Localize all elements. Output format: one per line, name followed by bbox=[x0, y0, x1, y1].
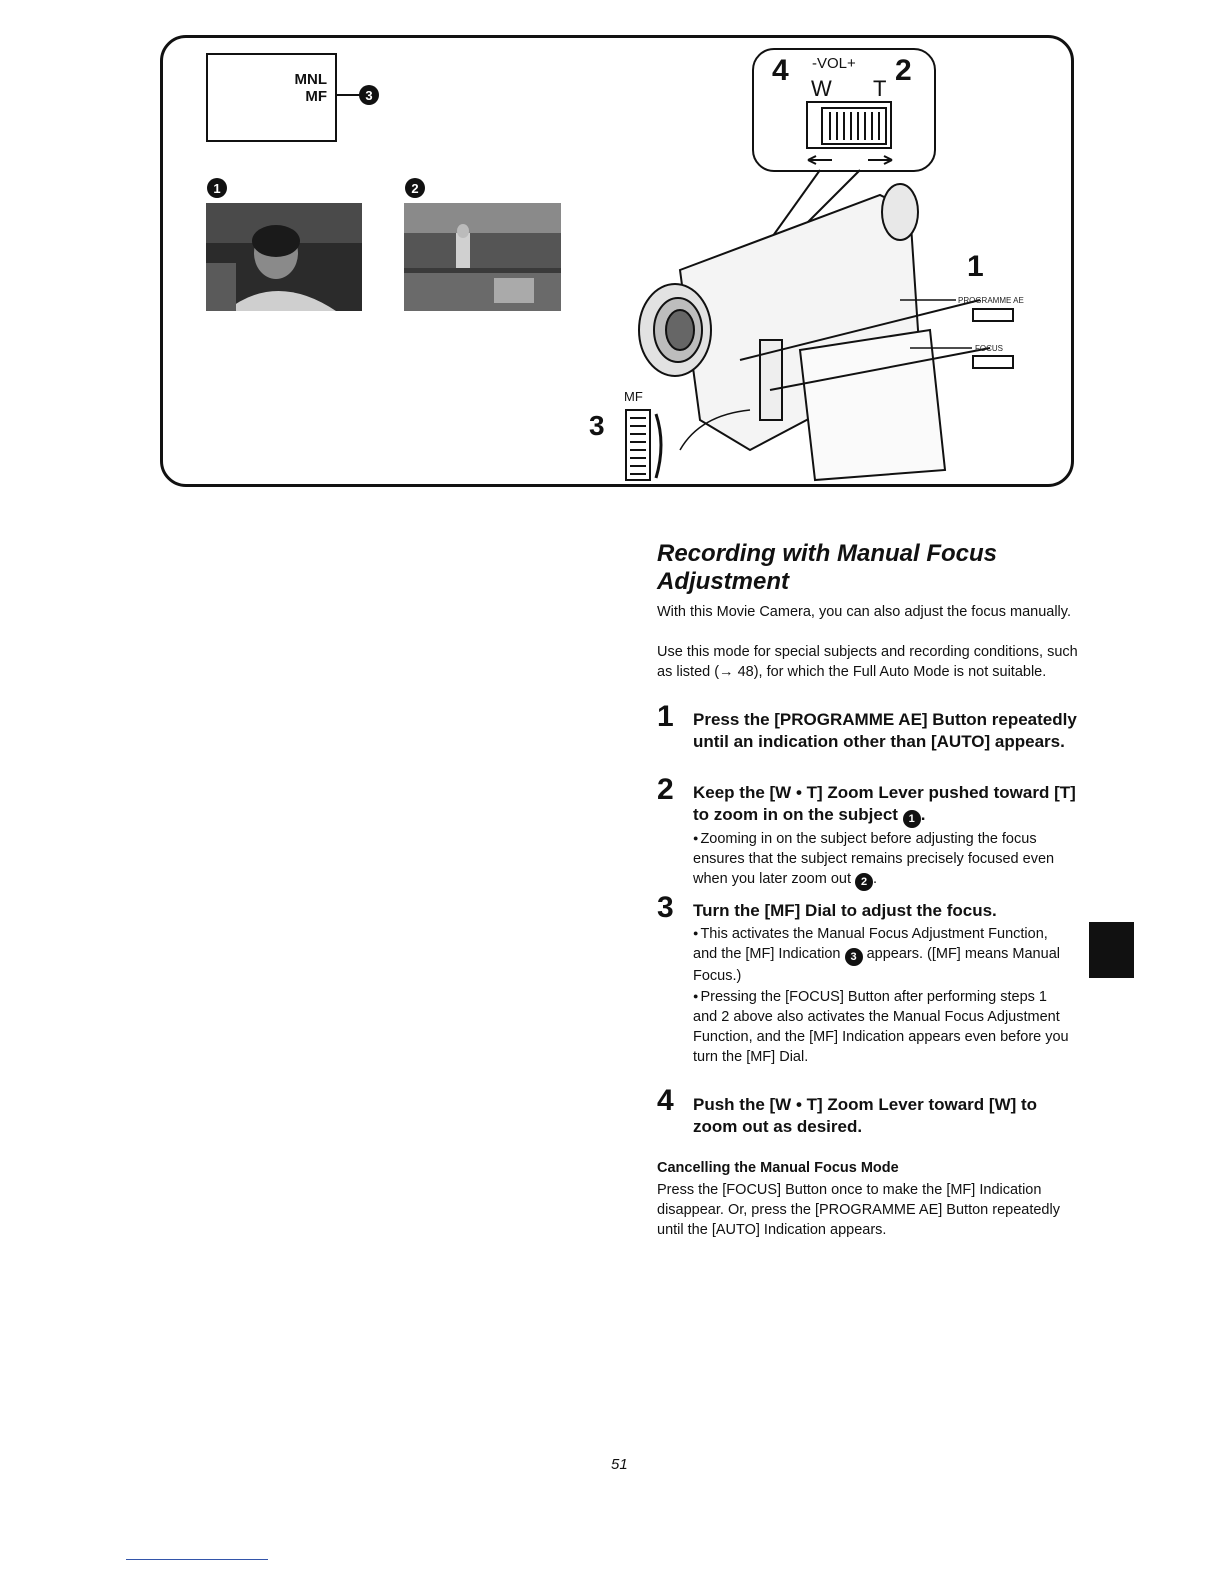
photo1-marker: 1 bbox=[207, 178, 227, 198]
zoom-t-label: T bbox=[873, 76, 887, 101]
programme-ae-button[interactable] bbox=[972, 308, 1014, 322]
cancel-heading: Cancelling the Manual Focus Mode bbox=[657, 1160, 899, 1176]
step-3-bullet-1-text-a: This activates the Manual Focus Adjustment Function, and the [MF] Indication bbox=[693, 926, 1048, 962]
viewfinder-display bbox=[206, 53, 337, 142]
zoom-w-label: W bbox=[811, 76, 832, 101]
step-4-number: 4 bbox=[657, 1084, 674, 1117]
step-2-bullet: ● Zooming in on the subject before adjusting the focus ensures that the subject remains precisely focused even when you later zoom out 2 . bbox=[693, 828, 1073, 891]
vf-mf-label: MF bbox=[305, 88, 327, 105]
section-tab-marker bbox=[1089, 922, 1134, 978]
step-2-text: Keep the [W • T] Zoom Lever pushed toward [T] to zoom in on the subject 1 . bbox=[693, 782, 1083, 828]
cancel-paragraph: Press the [FOCUS] Button once to make the [MF] Indication disappear. Or, press the [PROGRAMME AE] Button repeatedly until the [AUTO] Indication appears. bbox=[657, 1182, 1060, 1238]
step-2-text-main: Keep the [W • T] Zoom Lever pushed toward [T] to zoom in on the subject bbox=[693, 783, 1076, 824]
page-title: Recording with Manual Focus Adjustment bbox=[657, 540, 998, 595]
footer-rule bbox=[126, 1559, 268, 1560]
photo2-marker: 2 bbox=[405, 178, 425, 198]
vf-mnl-label: MNL bbox=[294, 71, 327, 88]
programme-ae-text: PROGRAMME AE bbox=[958, 296, 1024, 305]
vf-marker-3: 3 bbox=[359, 85, 379, 105]
mf-dial-icon[interactable] bbox=[624, 408, 668, 484]
zoom-step-2-label: 2 bbox=[895, 54, 912, 87]
step-3-bullet-1 bbox=[693, 923, 1073, 986]
vf-connector-line bbox=[337, 94, 361, 96]
step-2-marker: 1 bbox=[903, 810, 921, 828]
page-number: 51 bbox=[611, 1456, 628, 1473]
step-2-number: 2 bbox=[657, 773, 674, 806]
step-1-number: 1 bbox=[657, 700, 674, 733]
step-3-bullet-marker: 3 bbox=[845, 948, 863, 966]
photo-zoomed-out bbox=[404, 203, 561, 311]
intro-paragraph-2: Use this mode for special subjects and recording conditions, such as listed (→ 48), for which the Full Auto Mode is not suitable. bbox=[657, 644, 1078, 680]
step-2-bullet-text: Zooming in on the subject before adjusting the focus ensures that the subject remains precisely focused even when you later zoom out bbox=[693, 831, 1055, 887]
photo-zoomed-in bbox=[206, 203, 362, 311]
focus-button[interactable] bbox=[972, 355, 1014, 369]
vol-label: -VOL+ bbox=[812, 55, 856, 72]
step-3-bullet-1-text-b: appears. ([MF] means Manual Focus.) bbox=[693, 946, 1060, 984]
step-3-number: 3 bbox=[657, 891, 674, 924]
step-4-text: Push the [W • T] Zoom Lever toward [W] to zoom out as desired. bbox=[693, 1095, 1038, 1136]
focus-text: FOCUS bbox=[975, 344, 1003, 353]
mf-dial-text: MF bbox=[624, 389, 643, 404]
mf-dial-step-label: 3 bbox=[589, 410, 605, 441]
step-3-text: Turn the [MF] Dial to adjust the focus. bbox=[693, 901, 997, 920]
intro-paragraph-1: With this Movie Camera, you can also adjust the focus manually. bbox=[657, 604, 1071, 620]
zoom-step-4-label: 4 bbox=[772, 54, 789, 87]
step-1-text: Press the [PROGRAMME AE] Button repeatedly until an indication other than [AUTO] appears. bbox=[693, 710, 1077, 751]
step-2-bullet-marker: 2 bbox=[855, 873, 873, 891]
step-3-bullet-2: ● Pressing the [FOCUS] Button after performing steps 1 and 2 above also activates the Manual Focus Adjustment Function, and the [MF] Indication appears even before you turn the [MF] Dial. bbox=[693, 986, 1073, 1067]
programme-ae-step-label: 1 bbox=[967, 250, 984, 283]
